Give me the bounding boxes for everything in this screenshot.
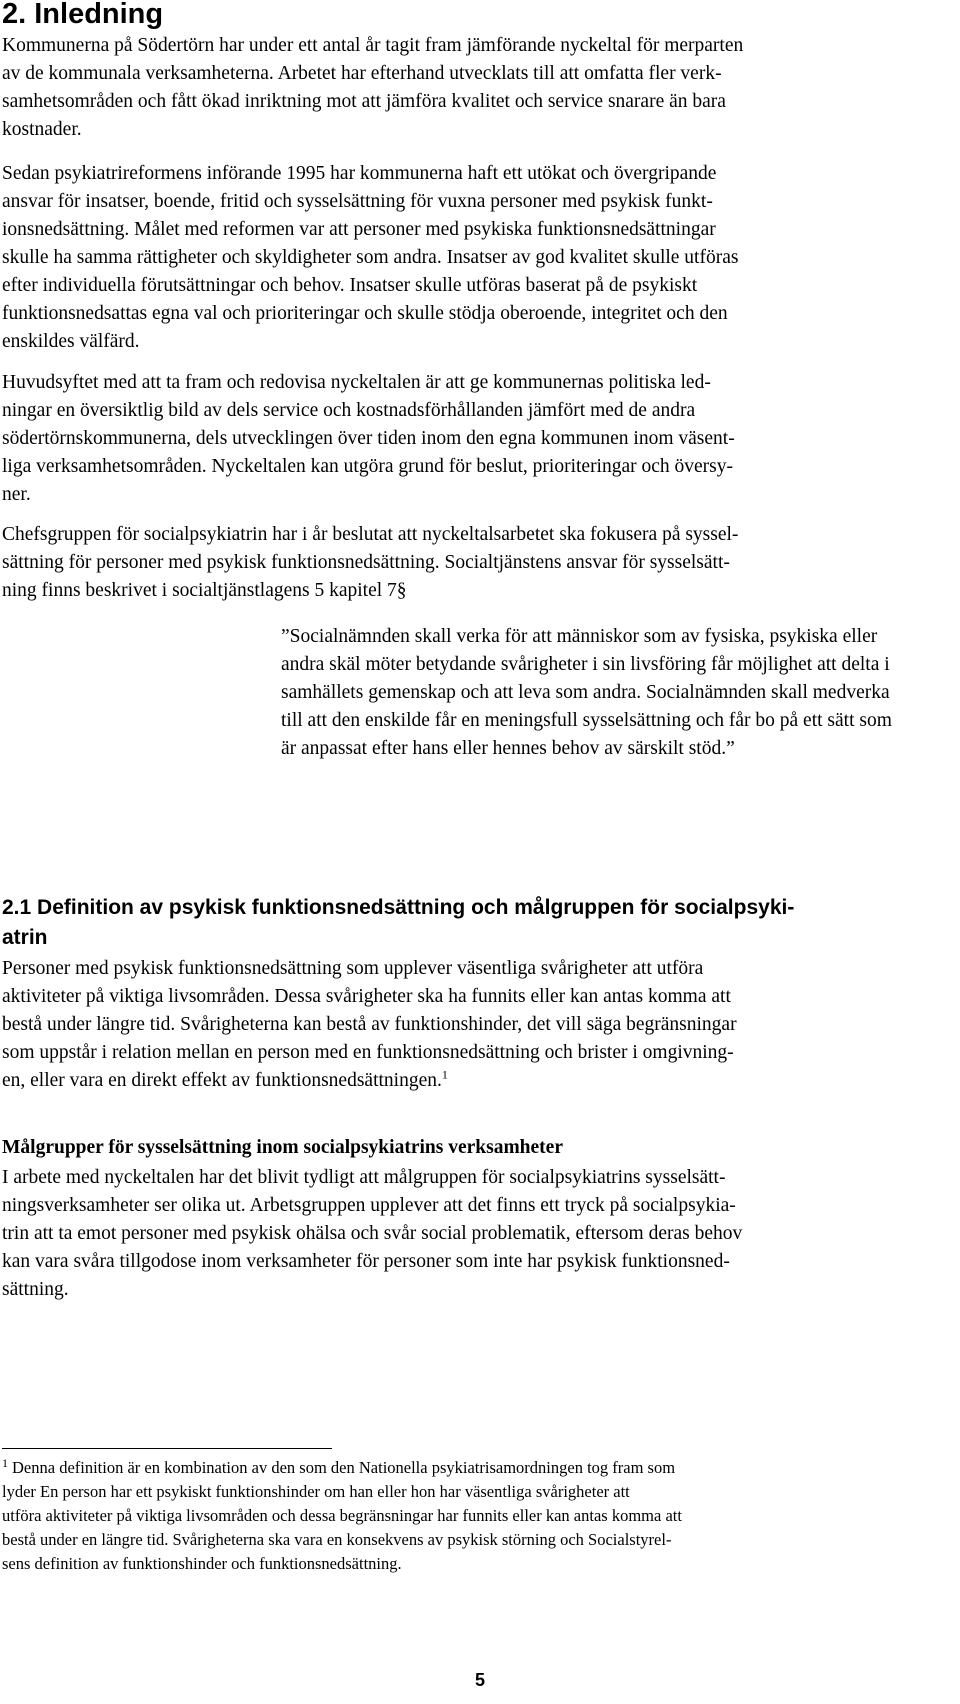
text-line: sättning. bbox=[2, 1279, 69, 1300]
text-line: samhetsområden och fått ökad inriktning mot att jämföra kvalitet och service snarare än bara bbox=[2, 91, 726, 112]
text-line: ner. bbox=[2, 484, 31, 505]
footnote-reference[interactable]: 1 bbox=[441, 1067, 448, 1082]
quote-line: är anpassat efter hans eller hennes behov av särskilt stöd.” bbox=[281, 738, 735, 759]
footnote-text: Denna definition är en kombination av den som den Nationella psykiatrisamordningen tog fram som bbox=[12, 1458, 676, 1477]
section-heading bbox=[2, 893, 952, 953]
text-line: sättning för personer med psykisk funktionsnedsättning. Socialtjänstens ansvar för sysselsätt- bbox=[2, 552, 730, 573]
text-line: kan vara svåra tillgodose inom verksamheter för personer som inte har psykisk funktionsned- bbox=[2, 1251, 730, 1272]
psychiatry-reform-paragraph bbox=[2, 160, 952, 356]
management-paragraph bbox=[2, 521, 952, 605]
footnote-line: sens definition av funktionshinder och funktionsnedsättning. bbox=[2, 1554, 402, 1573]
text-line: ning finns beskrivet i socialtjänstlagens 5 kapitel 7§ bbox=[2, 580, 407, 601]
text-line: enskildes välfärd. bbox=[2, 331, 140, 352]
page-title: 2. Inledning bbox=[2, 0, 164, 30]
text-line: funktionsnedsattas egna val och prioriteringar och skulle stödja oberoende, integritet och den bbox=[2, 303, 728, 324]
quote-line: ”Socialnämnden skall verka för att människor som av fysiska, psykiska eller bbox=[281, 626, 878, 647]
text-line: som uppstår i relation mellan en person med en funktionsnedsättning och brister i omgivning- bbox=[2, 1042, 734, 1063]
footnote-line: utföra aktiviteter på viktiga livsområden och dessa begränsningar har funnits eller kan antas komma att bbox=[2, 1506, 682, 1525]
text-line: ansvar för insatser, boende, fritid och sysselsättning för vuxna personer med psykisk funkt- bbox=[2, 191, 713, 212]
law-quote bbox=[281, 623, 941, 763]
quote-line: samhällets gemenskap och att leva som andra. Socialnämnden skall medverka bbox=[281, 682, 890, 703]
text-line: södertörnskommunerna, dels utvecklingen över tiden inom den egna kommunen inom väsent- bbox=[2, 428, 735, 449]
text-line: av de kommunala verksamheterna. Arbetet har efterhand utvecklats till att omfatta fler verk- bbox=[2, 63, 722, 84]
text-line: aktiviteter på viktiga livsområden. Dessa svårigheter ska ha funnits eller kan antas komma att bbox=[2, 986, 731, 1007]
text-line: I arbete med nyckeltalen har det blivit tydligt att målgruppen för socialpsykiatrins sysselsätt- bbox=[2, 1167, 726, 1188]
intro-paragraph bbox=[2, 32, 952, 144]
definition-paragraph bbox=[2, 955, 952, 1095]
page-number: 5 bbox=[474, 1670, 485, 1690]
text-line: Chefsgruppen för socialpsykiatrin har i år beslutat att nyckeltalsarbetet ska fokusera på syssel- bbox=[2, 524, 739, 545]
text-fragment: en, eller vara en direkt effekt av funktionsnedsättningen. bbox=[2, 1070, 442, 1091]
text-line: efter individuella förutsättningar och behov. Insatser skulle utföras baserat på de psykiskt bbox=[2, 275, 698, 296]
footnote-line: lyder En person har ett psykiskt funktionshinder om han eller hon har väsentliga svårigheter att bbox=[2, 1482, 630, 1501]
text-line: trin att ta emot personer med psykisk ohälsa och svår social problematik, eftersom deras behov bbox=[2, 1223, 743, 1244]
purpose-paragraph bbox=[2, 369, 952, 509]
quote-line: till att den enskilde får en meningsfull sysselsättning och får bo på ett sätt som bbox=[281, 710, 892, 731]
quote-line: andra skäl möter betydande svårigheter i sin livsföring får möjlighet att delta i bbox=[281, 654, 890, 675]
text-line: liga verksamhetsområden. Nyckeltalen kan utgöra grund för beslut, prioriteringar och översy- bbox=[2, 456, 734, 477]
footnote-divider bbox=[2, 1448, 332, 1449]
text-line: kostnader. bbox=[2, 119, 82, 140]
text-line bbox=[2, 1067, 952, 1095]
text-line: ningsverksamheter ser olika ut. Arbetsgruppen upplever att det finns ett tryck på socialpsykia- bbox=[2, 1195, 736, 1216]
text-line: ningar en översiktlig bild av dels service och kostnadsförhållanden jämfört med de andra bbox=[2, 400, 696, 421]
target-group-paragraph bbox=[2, 1164, 952, 1304]
text-line: Sedan psykiatrireformens införande 1995 har kommunerna haft ett utökat och övergripande bbox=[2, 163, 717, 184]
text-line: Huvudsyftet med att ta fram och redovisa nyckeltalen är att ge kommunernas politiska led- bbox=[2, 372, 711, 393]
heading-line: 2.1 Definition av psykisk funktionsnedsättning och målgruppen för socialpsyki- bbox=[2, 896, 795, 919]
footnote bbox=[2, 1456, 957, 1576]
text-line: Kommunerna på Södertörn har under ett antal år tagit fram jämförande nyckeltal för merparten bbox=[2, 35, 744, 56]
text-line: Personer med psykisk funktionsnedsättning som upplever väsentliga svårigheter att utföra bbox=[2, 958, 704, 979]
subheading: Målgrupper för sysselsättning inom socialpsykiatrins verksamheter bbox=[2, 1137, 563, 1158]
text-line: skulle ha samma rättigheter och skyldigheter som andra. Insatser av god kvalitet skulle utföras bbox=[2, 247, 739, 268]
footnote-mark: 1 bbox=[2, 1455, 8, 1470]
text-line: ionsnedsättning. Målet med reformen var att personer med psykiska funktionsnedsättningar bbox=[2, 219, 716, 240]
text-line: bestå under längre tid. Svårigheterna kan bestå av funktionshinder, det vill säga begränsningar bbox=[2, 1014, 737, 1035]
footnote-line: bestå under en längre tid. Svårigheterna ska vara en konsekvens av psykisk störning och Socialstyrel- bbox=[2, 1530, 672, 1549]
footnote-line bbox=[2, 1456, 957, 1480]
heading-line: atrin bbox=[2, 926, 48, 949]
